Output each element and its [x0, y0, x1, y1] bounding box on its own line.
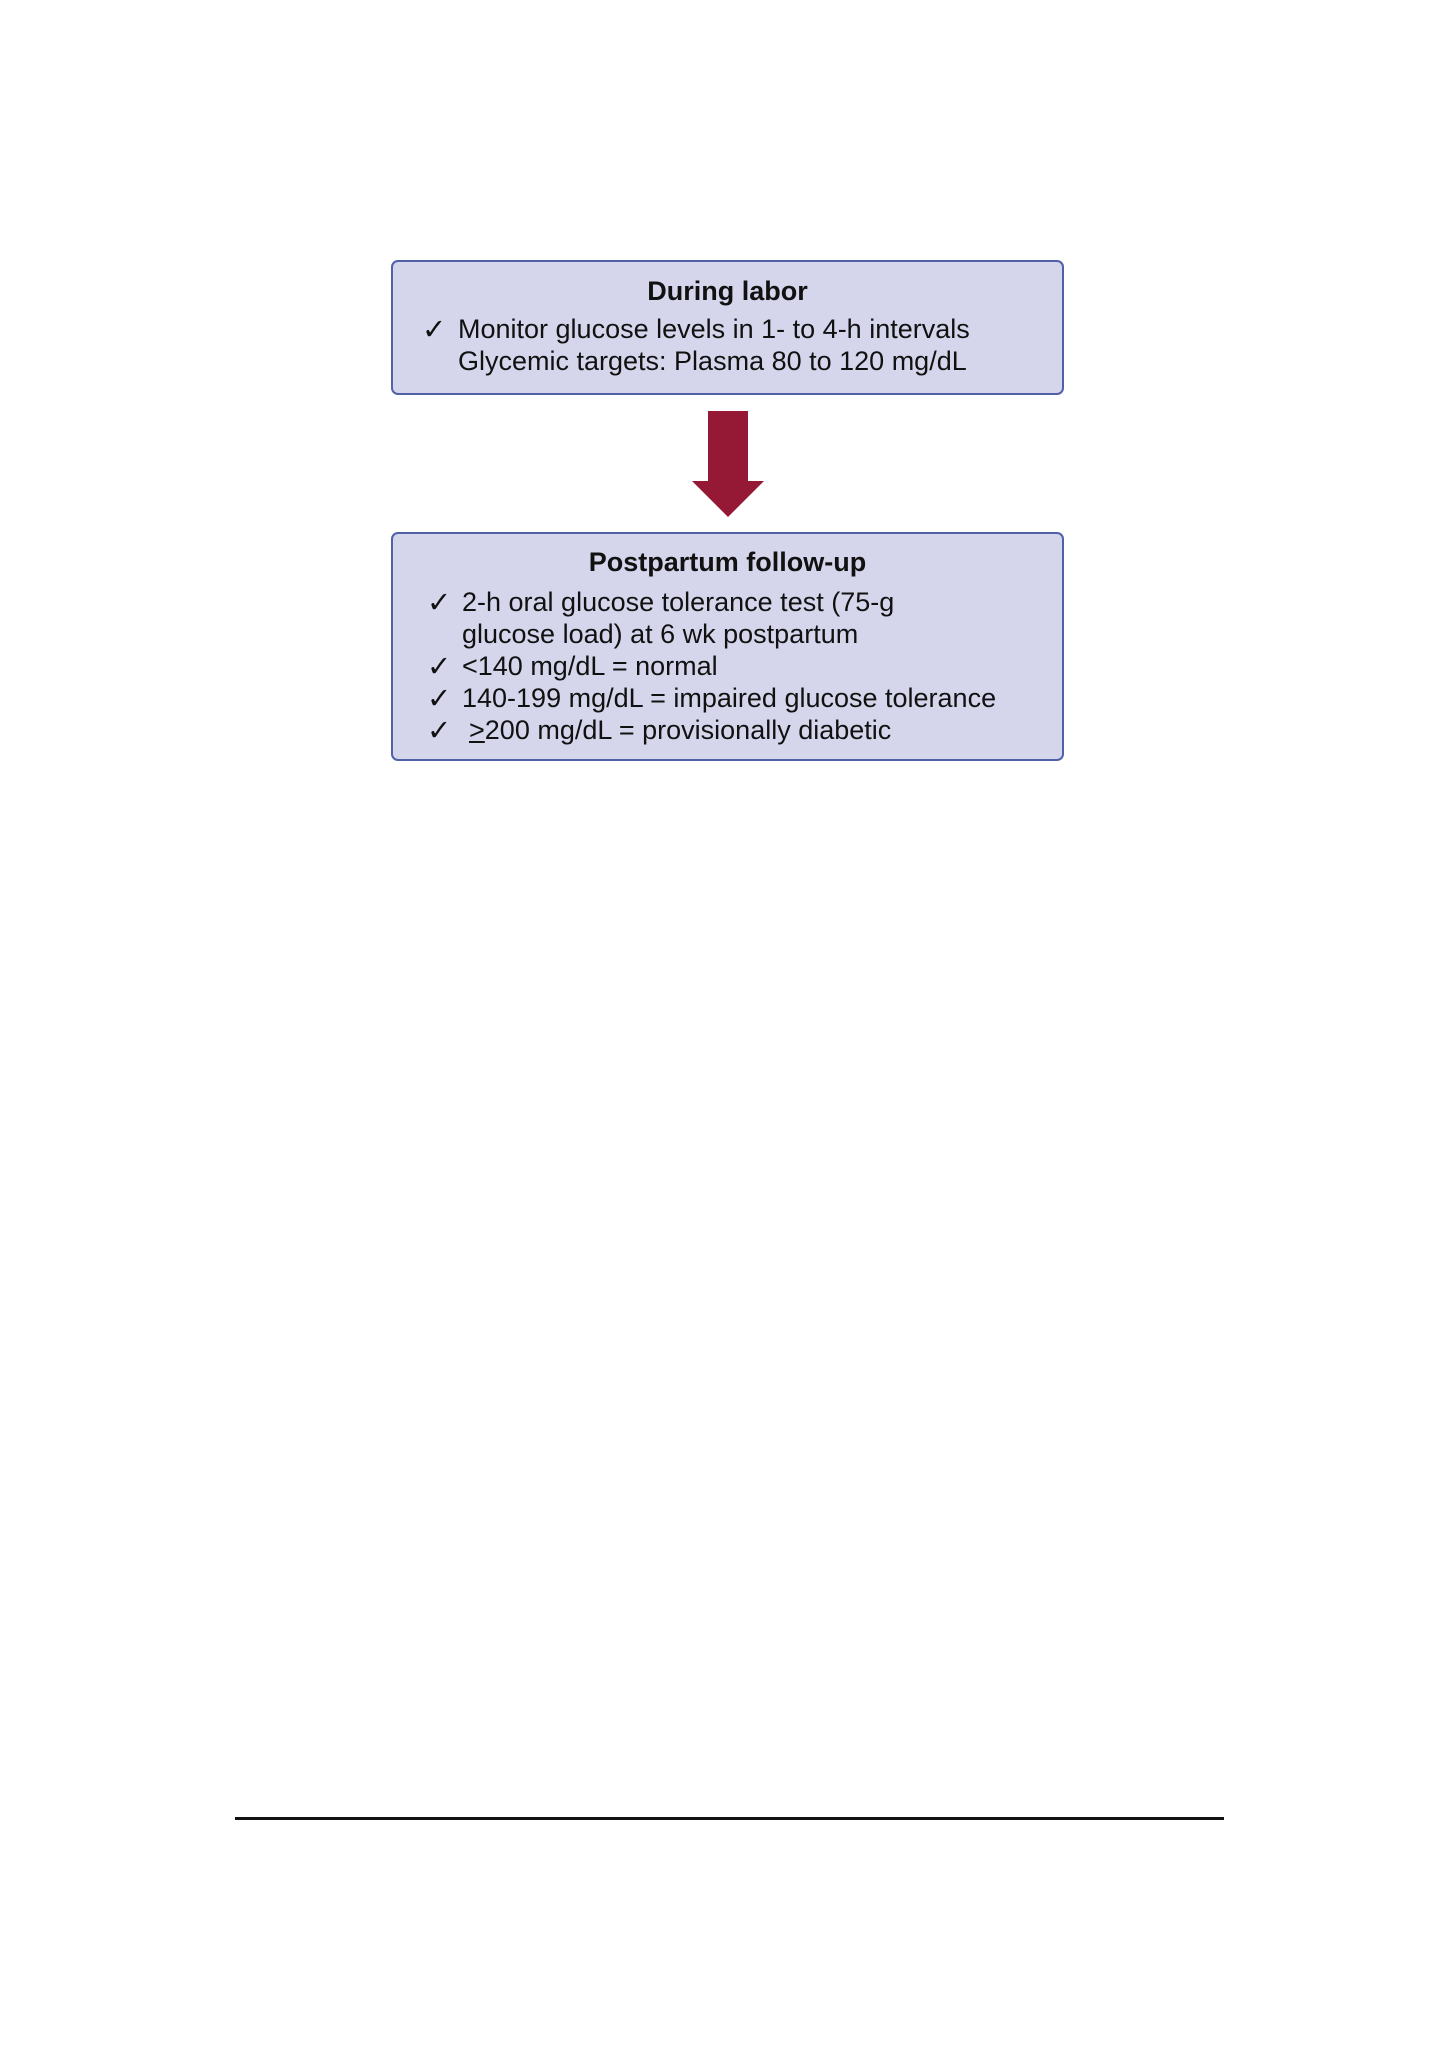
check-icon: ✓ [427, 681, 452, 715]
ogtt-text-line1: 2-h oral glucose tolerance test (75-g [462, 587, 895, 617]
labor-targets-text: Glycemic targets: Plasma 80 to 120 mg/dL [458, 346, 967, 376]
during-labor-box [391, 260, 1064, 395]
greater-equal-symbol: > [469, 715, 485, 745]
down-arrow-icon [692, 411, 764, 517]
during-labor-title: During labor [647, 276, 808, 306]
postpartum-title: Postpartum follow-up [588, 547, 867, 577]
check-icon: ✓ [427, 585, 452, 619]
arrow-shape [692, 411, 764, 517]
normal-range-text: <140 mg/dL = normal [462, 651, 718, 681]
ogtt-text-line2: glucose load) at 6 wk postpartum [462, 619, 859, 649]
check-icon: ✓ [422, 312, 447, 346]
page-footer-rule [235, 1817, 1224, 1820]
postpartum-followup-box [391, 532, 1064, 761]
check-icon: ✓ [427, 649, 452, 683]
impaired-range-text: 140-199 mg/dL = impaired glucose tolerance [462, 683, 997, 713]
labor-monitor-text: Monitor glucose levels in 1- to 4-h intervals [458, 314, 970, 344]
diabetic-range-value: 200 mg/dL = provisionally diabetic [484, 715, 892, 745]
diabetic-range-text [469, 714, 891, 746]
check-icon: ✓ [427, 713, 452, 747]
